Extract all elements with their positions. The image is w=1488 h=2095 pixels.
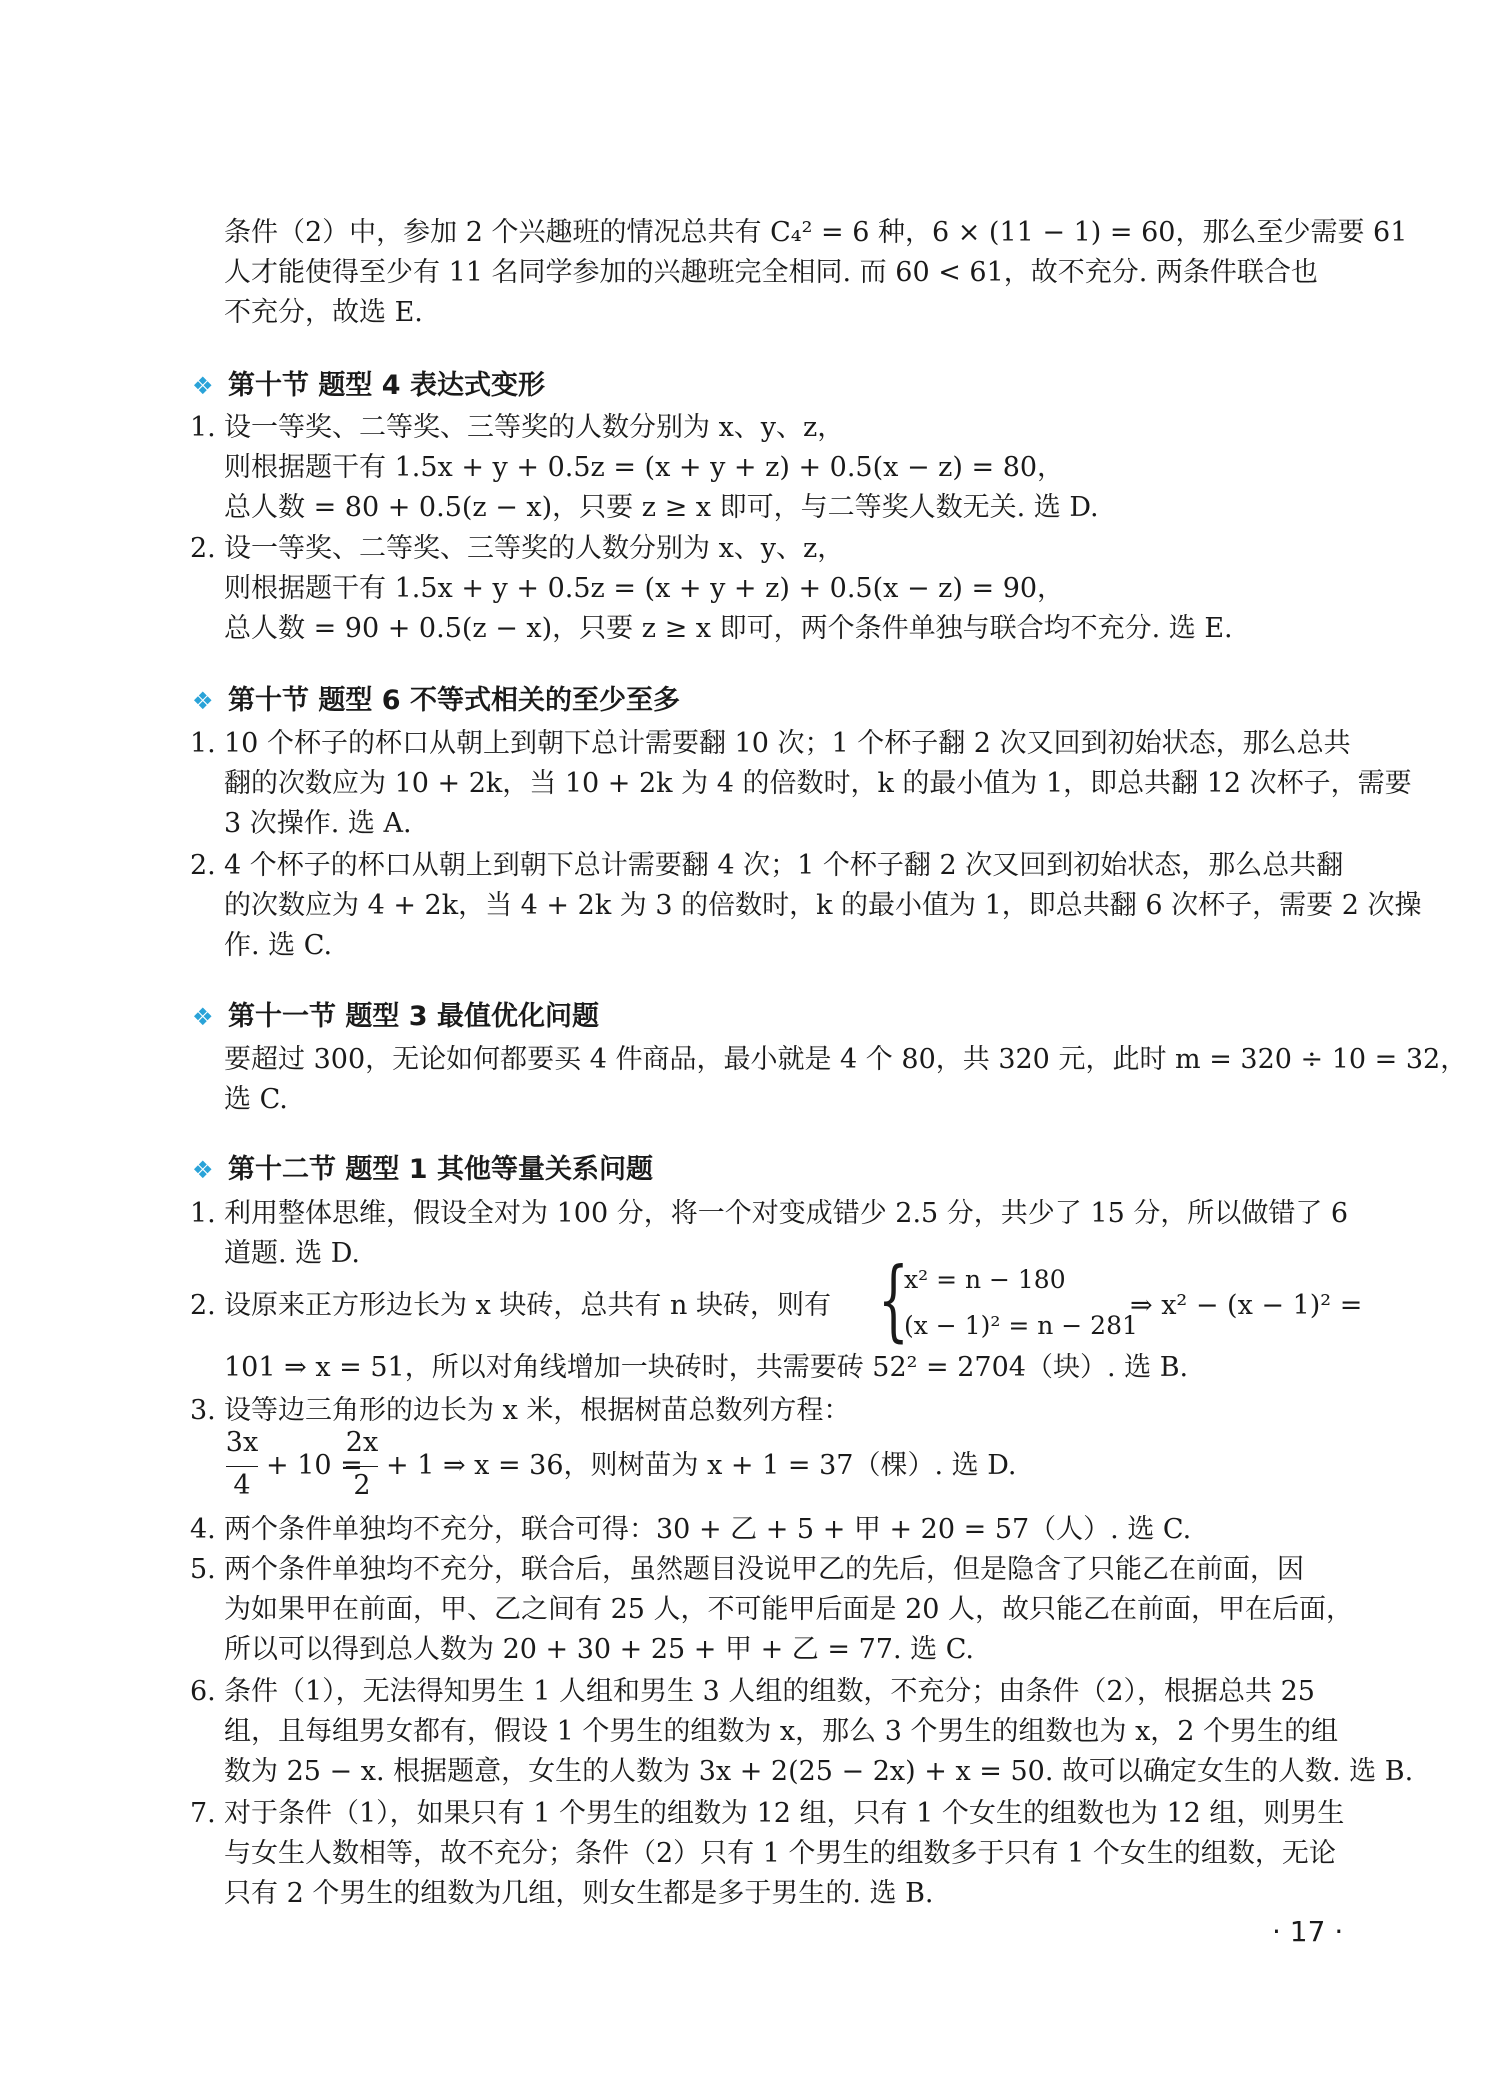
section-heading	[192, 366, 545, 406]
brace-icon: {	[878, 1248, 909, 1351]
diamond-bullet-icon: ❖	[192, 1003, 214, 1031]
page-number: · 17 ·	[1272, 1915, 1344, 1948]
item-number: 4.	[190, 1514, 216, 1545]
item-line: 翻的次数应为 10 + 2k，当 10 + 2k 为 4 的倍数时，k 的最小值为 1，即总共翻 12 次杯子，需要	[224, 768, 1412, 799]
item-line: 设等边三角形的边长为 x 米，根据树苗总数列方程：	[224, 1395, 851, 1426]
item-line: ⇒ x² − (x − 1)² =	[1130, 1290, 1363, 1321]
diamond-bullet-icon: ❖	[192, 687, 214, 715]
section-heading	[192, 997, 599, 1037]
item-number: 2.	[190, 850, 216, 881]
item-line: 只有 2 个男生的组数为几组，则女生都是多于男生的. 选 B.	[224, 1878, 934, 1909]
item-line: 设原来正方形边长为 x 块砖，总共有 n 块砖，则有	[224, 1290, 831, 1321]
item-number: 5.	[190, 1554, 216, 1585]
item-line: + 10 =	[266, 1450, 363, 1481]
fraction-bar	[346, 1466, 378, 1467]
item-line: + 1 ⇒ x = 36，则树苗为 x + 1 = 37（棵）. 选 D.	[386, 1450, 1017, 1481]
item-line: 所以可以得到总人数为 20 + 30 + 25 + 甲 + 乙 = 77. 选 C.	[224, 1634, 974, 1665]
item-line: 总人数 = 90 + 0.5(z − x)，只要 z ≥ x 即可，两个条件单独与联合均不充分. 选 E.	[224, 613, 1233, 644]
item-line: 10 个杯子的杯口从朝上到朝下总计需要翻 10 次；1 个杯子翻 2 次又回到初始状态，那么总共	[224, 728, 1351, 759]
item-line: 条件（1），无法得知男生 1 人组和男生 3 人组的组数，不充分；由条件（2），根据总共 25	[224, 1676, 1315, 1707]
fraction-denominator: 2	[353, 1470, 371, 1501]
item-line: 为如果甲在前面，甲、乙之间有 25 人，不可能甲后面是 20 人，故只能乙在前面，甲在后面，	[224, 1594, 1354, 1625]
section-heading-text: 第十一节 题型 3 最值优化问题	[228, 1001, 599, 1032]
item-line: 作. 选 C.	[224, 930, 333, 961]
intro-line: 不充分，故选 E.	[224, 297, 423, 328]
item-line: 101 ⇒ x = 51，所以对角线增加一块砖时，共需要砖 52² = 2704（块）. 选 B.	[224, 1352, 1189, 1383]
item-line: 对于条件（1），如果只有 1 个男生的组数为 12 组，只有 1 个女生的组数也为 12 组，则男生	[224, 1798, 1345, 1829]
fraction-numerator: 2x	[345, 1427, 379, 1458]
item-number: 3.	[190, 1395, 216, 1426]
diamond-bullet-icon: ❖	[192, 1156, 214, 1184]
section-heading-text: 第十二节 题型 1 其他等量关系问题	[228, 1154, 653, 1185]
item-line: 组，且每组男女都有，假设 1 个男生的组数为 x，那么 3 个男生的组数也为 x，2 个男生的组	[224, 1716, 1339, 1747]
item-line: 要超过 300，无论如何都要买 4 件商品，最小就是 4 个 80，共 320 元，此时 m = 320 ÷ 10 = 32，	[224, 1044, 1468, 1075]
item-line: 总人数 = 80 + 0.5(z − x)，只要 z ≥ x 即可，与二等奖人数无关. 选 D.	[224, 492, 1099, 523]
item-line: 设一等奖、二等奖、三等奖的人数分别为 x、y、z，	[224, 412, 845, 443]
item-line: 4 个杯子的杯口从朝上到朝下总计需要翻 4 次；1 个杯子翻 2 次又回到初始状态，那么总共翻	[224, 850, 1344, 881]
item-line: 两个条件单独均不充分，联合可得：30 + 乙 + 5 + 甲 + 20 = 57（人）. 选 C.	[224, 1514, 1192, 1545]
item-line: 则根据题干有 1.5x + y + 0.5z = (x + y + z) + 0.5(x − z) = 90，	[224, 573, 1065, 604]
item-line: 3 次操作. 选 A.	[224, 808, 412, 839]
fraction-numerator: 3x	[225, 1427, 259, 1458]
section-heading-text: 第十节 题型 4 表达式变形	[228, 370, 545, 401]
item-line: 与女生人数相等，故不充分；条件（2）只有 1 个男生的组数多于只有 1 个女生的组数，无论	[224, 1838, 1336, 1869]
section-heading	[192, 681, 680, 721]
fraction-denominator: 4	[233, 1470, 251, 1501]
item-number: 1.	[190, 412, 216, 443]
item-number: 6.	[190, 1676, 216, 1707]
item-line: 道题. 选 D.	[224, 1238, 361, 1269]
item-number: 1.	[190, 1198, 216, 1229]
item-number: 7.	[190, 1798, 216, 1829]
fraction-bar	[226, 1466, 258, 1467]
section-heading-text: 第十节 题型 6 不等式相关的至少至多	[228, 685, 680, 716]
section-heading	[192, 1150, 653, 1190]
equation-row: (x − 1)² = n − 281	[904, 1311, 1138, 1340]
item-line: 设一等奖、二等奖、三等奖的人数分别为 x、y、z，	[224, 533, 845, 564]
diamond-bullet-icon: ❖	[192, 372, 214, 400]
item-line: 则根据题干有 1.5x + y + 0.5z = (x + y + z) + 0.5(x − z) = 80，	[224, 452, 1065, 483]
item-line: 利用整体思维，假设全对为 100 分，将一个对变成错少 2.5 分，共少了 15 分，所以做错了 6	[224, 1198, 1349, 1229]
equation-row: x² = n − 180	[904, 1265, 1066, 1294]
item-line: 的次数应为 4 + 2k，当 4 + 2k 为 3 的倍数时，k 的最小值为 1，即总共翻 6 次杯子，需要 2 次操	[224, 890, 1422, 921]
item-number: 2.	[190, 533, 216, 564]
item-line: 两个条件单独均不充分，联合后，虽然题目没说甲乙的先后，但是隐含了只能乙在前面，因	[224, 1554, 1304, 1585]
item-line: 数为 25 − x. 根据题意，女生的人数为 3x + 2(25 − 2x) + x = 50. 故可以确定女生的人数. 选 B.	[224, 1756, 1414, 1787]
item-number: 2.	[190, 1290, 216, 1321]
intro-line: 人才能使得至少有 11 名同学参加的兴趣班完全相同. 而 60 < 61，故不充分. 两条件联合也	[224, 257, 1318, 288]
intro-line: 条件（2）中，参加 2 个兴趣班的情况总共有 C₄² = 6 种，6 × (11 − 1) = 60，那么至少需要 61	[224, 217, 1408, 248]
equation-system	[878, 1248, 1138, 1351]
item-line: 选 C.	[224, 1084, 288, 1115]
item-number: 1.	[190, 728, 216, 759]
